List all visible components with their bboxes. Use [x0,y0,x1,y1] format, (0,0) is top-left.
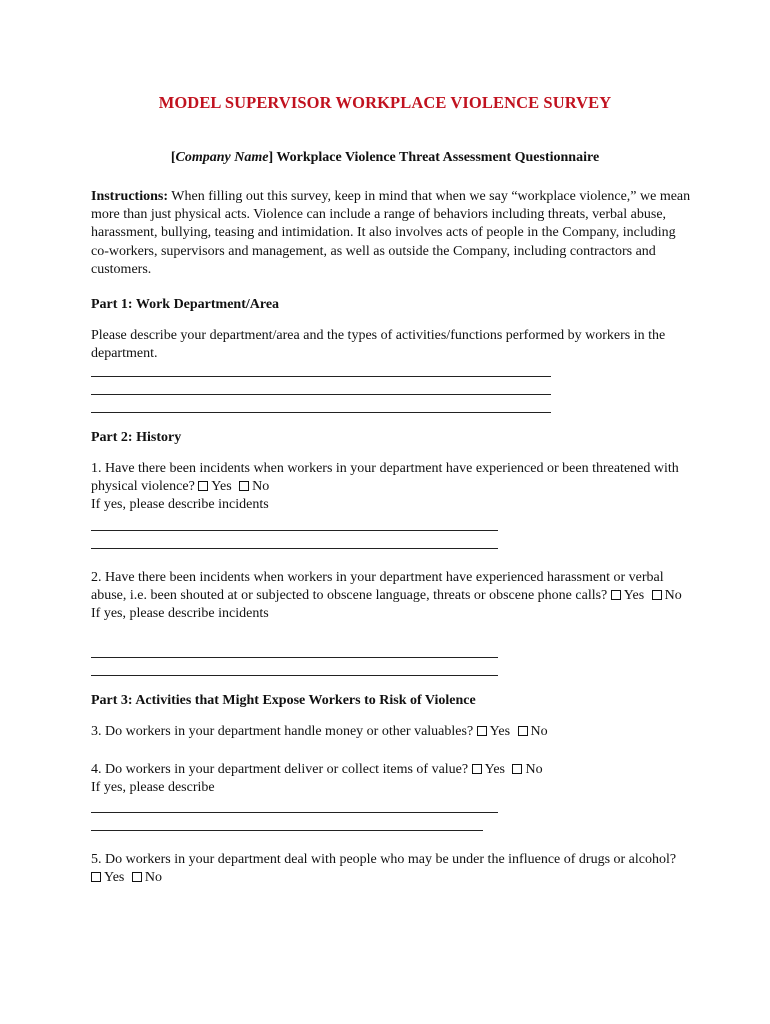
question-1 [91,460,691,515]
no-label: No [144,870,162,886]
no-label: No [530,724,548,739]
part1-heading: Part 1: Work Department/Area [91,297,280,312]
instructions-text: When filling out this survey, keep in mind that when we say “workplace violence,” we mean more than just physical acts. Violence can include a range of behaviors including threats, verbal abuse, harassment, bullying, teasing and intimidation. It also involves acts of people in the Company, including co-workers, supervisors and management, as well as outside the Company, including contractors and customers. [91,189,691,277]
yes-label: Yes [484,762,505,777]
answer-line[interactable] [91,675,498,676]
no-label: No [252,479,270,495]
subtitle-text: Workplace Violence Threat Assessment Questionnaire [276,150,600,165]
answer-line[interactable] [91,548,498,549]
part1-prompt: Please describe your department/area and the types of activities/functions performed by workers in the department. [91,328,666,362]
checkbox-icon[interactable] [652,590,662,600]
subtitle: [Company Name] Workplace Violence Threat Assessment Questionnaire [170,150,600,165]
q2-yes-option[interactable] [611,588,644,603]
checkbox-icon[interactable] [477,726,487,736]
answer-line[interactable] [91,530,498,531]
answer-line[interactable] [91,812,498,813]
no-label: No [525,762,543,777]
yes-label: Yes [623,588,645,604]
checkbox-icon[interactable] [198,481,208,491]
q4-yes-option[interactable] [472,762,505,777]
instructions-label: Instructions: [91,189,169,204]
question-5 [91,851,691,887]
yes-label: Yes [211,479,232,495]
yes-label: Yes [489,724,511,739]
question-2-text: 2. Have there been incidents when workers in your department have experienced harassment or verbal abuse, i.e. been shouted at or subjected to obscene language, threats or obscene phone calls? [91,570,664,604]
q1-no-option[interactable] [239,479,269,494]
answer-line[interactable] [91,412,551,413]
checkbox-icon[interactable] [611,590,621,600]
checkbox-icon[interactable] [132,872,142,882]
q3-yes-option[interactable] [477,724,510,739]
checkbox-icon[interactable] [91,872,101,882]
q5-yes-option[interactable] [91,870,124,885]
question-5-text: 5. Do workers in your department deal with people who may be under the influence of drugs or alcohol? [91,852,677,867]
q1-yes-option[interactable] [198,479,231,494]
q4-followup: If yes, please describe [91,780,215,796]
answer-line[interactable] [91,394,551,395]
page-title: MODEL SUPERVISOR WORKPLACE VIOLENCE SURVEY [158,93,612,112]
q4-no-option[interactable] [512,762,542,777]
question-4-text: 4. Do workers in your department deliver or collect items of value? [91,762,469,777]
answer-line[interactable] [91,657,498,658]
part3-heading: Part 3: Activities that Might Expose Workers to Risk of Violence [91,693,476,708]
checkbox-icon[interactable] [472,764,482,774]
q3-no-option[interactable] [518,724,548,739]
checkbox-icon[interactable] [512,764,522,774]
question-4 [91,761,691,797]
question-3 [91,723,691,741]
question-1-text: 1. Have there been incidents when workers in your department have experienced or been threatened with physical violence? [91,461,679,495]
checkbox-icon[interactable] [239,481,249,491]
q2-no-option[interactable] [652,588,682,603]
instructions [91,188,691,279]
part2-heading: Part 2: History [91,430,182,445]
q5-no-option[interactable] [132,870,162,885]
company-name-placeholder: Company Name [175,150,269,165]
answer-line[interactable] [91,376,551,377]
checkbox-icon[interactable] [518,726,528,736]
no-label: No [664,588,682,604]
question-3-text: 3. Do workers in your department handle money or other valuables? [91,724,474,739]
yes-label: Yes [104,870,125,886]
q1-followup: If yes, please describe incidents [91,497,269,513]
answer-line[interactable] [91,830,483,831]
question-2 [91,569,691,624]
q2-followup: If yes, please describe incidents [91,606,269,622]
